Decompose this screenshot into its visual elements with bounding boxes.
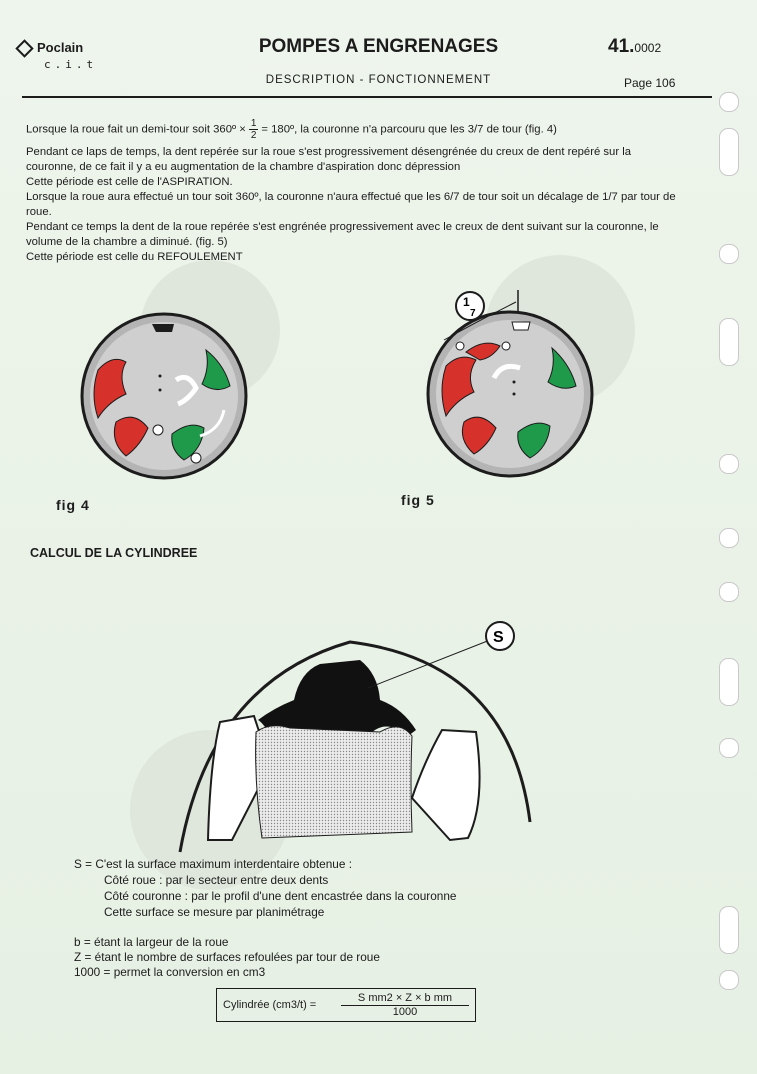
fraction-half bbox=[249, 118, 259, 141]
binder-hole bbox=[719, 970, 739, 990]
doc-code-main: 41. bbox=[608, 36, 635, 57]
intro-line1-b: = 180º, la couronne n'a parcouru que les 3/7 de tour (fig. 4) bbox=[261, 123, 557, 136]
legend-s-sub: Côté couronne : par le profil d'une dent encastrée dans la couronne bbox=[104, 889, 457, 903]
binder-hole bbox=[719, 92, 739, 112]
formula-box bbox=[216, 988, 476, 1022]
page-number: Page 106 bbox=[624, 76, 676, 90]
intro-line1-a: Lorsque la roue fait un demi-tour soit 360º × bbox=[26, 123, 246, 136]
page-title: POMPES A ENGRENAGES bbox=[258, 36, 499, 57]
binder-hole bbox=[719, 128, 739, 176]
page-subtitle: DESCRIPTION - FONCTIONNEMENT bbox=[265, 74, 492, 86]
legend-b: b = étant la largeur de la roue bbox=[74, 935, 229, 949]
fig5-diagram bbox=[420, 282, 600, 482]
formula-denominator: 1000 bbox=[392, 1006, 418, 1018]
doc-code bbox=[608, 36, 661, 58]
intro-paragraph: Cette période est celle du REFOULEMENT bbox=[26, 251, 243, 263]
legend-z: Z = étant le nombre de surfaces refoulées par tour de roue bbox=[74, 950, 380, 964]
intro-text bbox=[26, 118, 681, 265]
fig5-mark-num: 1 bbox=[463, 295, 470, 309]
formula-numerator: S mm2 × Z × b mm bbox=[341, 992, 469, 1006]
fig5-mark-den: 7 bbox=[470, 308, 476, 319]
legend-s: S = C'est la surface maximum interdentaire obtenue : bbox=[74, 857, 352, 871]
fraction-den: 2 bbox=[250, 130, 257, 141]
fig4-label: fig 4 bbox=[56, 497, 90, 513]
legend-s-sub: Côté roue : par le secteur entre deux dents bbox=[104, 873, 329, 887]
fig4-diagram bbox=[78, 310, 250, 482]
intro-paragraph: Pendant ce temps la dent de la roue repérée s'est engrénée progressivement avec le creux de dent suivant sur la couronne, le volume de la chambre a diminué. (fig. 5) bbox=[26, 221, 659, 248]
brand-sub: c.i.t bbox=[44, 58, 98, 71]
legend-1000: 1000 = permet la conversion en cm3 bbox=[74, 965, 266, 979]
cylinder-diagram bbox=[150, 612, 560, 862]
binder-hole bbox=[719, 906, 739, 954]
intro-paragraph: Lorsque la roue aura effectué un tour soit 360º, la couronne n'aura effectué que les 6/7 de tour soit un décalage de 1/7 par tour de roue. bbox=[26, 191, 676, 218]
intro-line1 bbox=[26, 118, 681, 141]
fraction-num: 1 bbox=[250, 118, 257, 129]
intro-paragraph: Pendant ce laps de temps, la dent repérée sur la roue s'est progressivement désengrénée du creux de dent repéré sur la couronne, de ce fait il y a eu augmentation de la chambre d'aspiration donc dépression bbox=[26, 146, 632, 173]
section-title: CALCUL DE LA CYLINDREE bbox=[30, 546, 198, 560]
fig5-label: fig 5 bbox=[401, 492, 435, 508]
header-rule bbox=[22, 96, 712, 98]
legend-s-sub: Cette surface se mesure par planimétrage bbox=[104, 905, 325, 919]
doc-code-sub: 0002 bbox=[634, 41, 662, 55]
intro-paragraph: Cette période est celle de l'ASPIRATION. bbox=[26, 176, 233, 188]
formula-label: Cylindrée (cm3/t) = bbox=[223, 999, 317, 1011]
s-marker: S bbox=[493, 629, 504, 646]
brand-name: Poclain bbox=[37, 40, 84, 55]
